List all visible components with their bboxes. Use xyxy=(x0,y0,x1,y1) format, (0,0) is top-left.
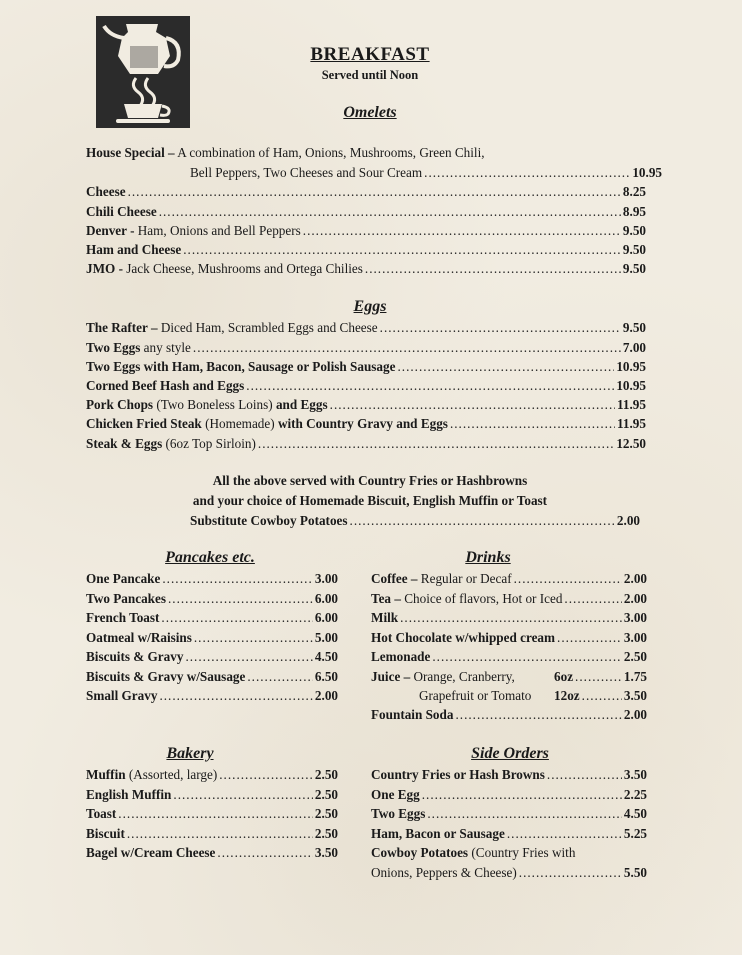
menu-item xyxy=(554,686,647,705)
leader-dots xyxy=(247,667,313,686)
item-price: 8.95 xyxy=(622,204,646,219)
coffee-pot-cup-icon xyxy=(96,16,190,128)
item-price: 3.00 xyxy=(623,610,647,625)
item-name: French Toast xyxy=(86,610,160,625)
item-desc: Jack Cheese, Mushrooms and Ortega Chilies xyxy=(123,261,363,276)
item-price: 2.00 xyxy=(623,591,647,606)
eggs-note-line2: and your choice of Homemade Biscuit, English Muffin or Toast xyxy=(192,493,548,508)
menu-item xyxy=(86,785,338,804)
menu-item xyxy=(86,765,338,784)
bakery-heading: Bakery xyxy=(166,745,214,762)
house-special-name: House Special – xyxy=(86,145,175,160)
item-price: 8.25 xyxy=(622,184,646,199)
item-price: 2.50 xyxy=(314,787,338,802)
item-name: Biscuit xyxy=(86,826,125,841)
item-name: Corned Beef Hash and Eggs xyxy=(86,378,245,393)
leader-dots xyxy=(450,414,615,433)
item-price: 3.50 xyxy=(623,688,647,703)
item-desc: (Homemade) xyxy=(201,416,278,431)
item-name: Small Gravy xyxy=(86,688,158,703)
item-price: 9.50 xyxy=(622,242,646,257)
item-name: Chicken Fried Steak xyxy=(86,416,202,431)
item-desc: Onions, Peppers & Cheese) xyxy=(371,865,517,880)
leader-dots xyxy=(455,705,621,724)
item-price: 4.50 xyxy=(314,649,338,664)
item-name: Substitute Cowboy Potatoes xyxy=(190,513,348,528)
item-name: Hot Chocolate w/whipped cream xyxy=(371,630,556,645)
leader-dots xyxy=(303,221,621,240)
item-name: Lemonade xyxy=(371,649,431,664)
menu-item xyxy=(554,667,647,686)
leader-dots xyxy=(422,785,622,804)
item-name: Ham, Bacon or Sausage xyxy=(371,826,505,841)
item-price: 10.95 xyxy=(616,378,646,393)
menu-item xyxy=(190,163,662,182)
menu-item xyxy=(86,804,338,823)
menu-item xyxy=(86,667,338,686)
item-name-2: with Country Gravy and Eggs xyxy=(277,416,448,431)
menu-item xyxy=(86,569,338,588)
item-name: English Muffin xyxy=(86,787,172,802)
item-size: 6oz xyxy=(554,669,574,684)
house-special-desc1: A combination of Ham, Onions, Mushrooms, Green Chili, xyxy=(174,145,485,160)
item-price: 3.50 xyxy=(623,767,647,782)
drinks-heading: Drinks xyxy=(465,549,511,566)
item-price: 2.00 xyxy=(616,513,640,528)
side-orders-heading: Side Orders xyxy=(471,745,549,762)
item-desc: Regular or Decaf xyxy=(417,571,512,586)
item-name: Two Pancakes xyxy=(86,591,166,606)
item-name: One Egg xyxy=(371,787,420,802)
leader-dots xyxy=(118,804,313,823)
item-price: 2.50 xyxy=(314,806,338,821)
menu-item xyxy=(371,589,647,608)
item-price: 2.25 xyxy=(623,787,647,802)
leader-dots xyxy=(350,511,615,530)
item-name: Denver - xyxy=(86,223,135,238)
leader-dots xyxy=(424,163,630,182)
leader-dots xyxy=(193,338,621,357)
leader-dots xyxy=(400,608,622,627)
menu-item xyxy=(86,434,646,453)
menu-item xyxy=(371,569,647,588)
item-desc: Ham, Onions and Bell Peppers xyxy=(134,223,301,238)
omelets-heading: Omelets xyxy=(343,104,397,121)
leader-dots xyxy=(380,318,621,337)
item-price: 11.95 xyxy=(617,416,646,431)
house-special-line1 xyxy=(86,143,485,162)
item-price: 2.00 xyxy=(314,688,338,703)
menu-item xyxy=(86,318,646,337)
item-price: 5.50 xyxy=(623,865,647,880)
item-desc: Diced Ham, Scrambled Eggs and Cheese xyxy=(157,320,378,335)
item-desc: any style xyxy=(140,340,191,355)
menu-item xyxy=(86,338,646,357)
item-price: 4.50 xyxy=(623,806,647,821)
menu-item xyxy=(190,511,640,530)
pancakes-heading: Pancakes etc. xyxy=(165,549,255,566)
item-desc: (Assorted, large) xyxy=(125,767,218,782)
item-price: 1.75 xyxy=(623,669,647,684)
item-price: 9.50 xyxy=(622,261,646,276)
leader-dots xyxy=(547,765,622,784)
item-price: 2.50 xyxy=(623,649,647,664)
menu-item xyxy=(86,589,338,608)
menu-item xyxy=(371,705,647,724)
leader-dots xyxy=(564,589,622,608)
house-special-desc2: Bell Peppers, Two Cheeses and Sour Cream xyxy=(190,165,423,180)
item-name: Cowboy Potatoes xyxy=(371,845,469,860)
leader-dots xyxy=(159,686,312,705)
item-name: Chili Cheese xyxy=(86,204,157,219)
item-price: 11.95 xyxy=(617,397,646,412)
leader-dots xyxy=(575,667,622,686)
leader-dots xyxy=(507,824,622,843)
item-price: 6.00 xyxy=(314,610,338,625)
item-price: 3.00 xyxy=(314,571,338,586)
menu-item xyxy=(86,240,646,259)
item-price: 6.00 xyxy=(314,591,338,606)
leader-dots xyxy=(161,608,313,627)
item-desc: Choice of flavors, Hot or Iced xyxy=(400,591,563,606)
item-name: The Rafter – xyxy=(86,320,158,335)
menu-item xyxy=(86,221,646,240)
menu-item xyxy=(86,414,646,433)
item-name: Toast xyxy=(86,806,117,821)
item-name: Fountain Soda xyxy=(371,707,454,722)
item-price: 2.50 xyxy=(314,826,338,841)
leader-dots xyxy=(194,628,313,647)
item-price: 9.50 xyxy=(622,223,646,238)
item-price: 10.95 xyxy=(632,165,662,180)
leader-dots xyxy=(514,569,622,588)
menu-item xyxy=(86,686,338,705)
item-name: Pork Chops xyxy=(86,397,154,412)
menu-item xyxy=(86,824,338,843)
eggs-heading: Eggs xyxy=(353,298,387,315)
menu-item xyxy=(371,785,647,804)
menu-item xyxy=(371,863,647,882)
leader-dots xyxy=(397,357,614,376)
item-desc: (6oz Top Sirloin) xyxy=(162,436,256,451)
item-desc: (Two Boneless Loins) xyxy=(153,397,276,412)
menu-item xyxy=(371,765,647,784)
item-price: 9.50 xyxy=(622,320,646,335)
leader-dots xyxy=(246,376,614,395)
item-name: Coffee – xyxy=(371,571,418,586)
leader-dots xyxy=(258,434,614,453)
item-name: Country Fries or Hash Browns xyxy=(371,767,545,782)
item-name: Biscuits & Gravy xyxy=(86,649,184,664)
item-price: 3.00 xyxy=(623,630,647,645)
leader-dots xyxy=(162,569,313,588)
item-name: Cheese xyxy=(86,184,126,199)
leader-dots xyxy=(427,804,622,823)
item-name: Steak & Eggs xyxy=(86,436,163,451)
menu-title: BREAKFAST xyxy=(310,44,430,65)
item-price: 2.50 xyxy=(314,767,338,782)
item-price: 6.50 xyxy=(314,669,338,684)
leader-dots xyxy=(330,395,615,414)
item-size: 12oz xyxy=(554,688,580,703)
menu-item xyxy=(86,608,338,627)
cowboy-potatoes-line1 xyxy=(371,843,575,862)
item-name: One Pancake xyxy=(86,571,161,586)
leader-dots xyxy=(168,589,313,608)
menu-item xyxy=(86,259,646,278)
menu-item xyxy=(86,357,646,376)
leader-dots xyxy=(519,863,622,882)
leader-dots xyxy=(365,259,621,278)
leader-dots xyxy=(127,824,313,843)
item-name: Two Eggs xyxy=(371,806,426,821)
item-name: Two Eggs xyxy=(86,340,141,355)
item-desc: Orange, Cranberry, xyxy=(410,669,515,684)
item-price: 2.00 xyxy=(623,707,647,722)
leader-dots xyxy=(557,628,622,647)
leader-dots xyxy=(185,647,312,666)
item-name-2: and Eggs xyxy=(275,397,328,412)
item-name: Two Eggs with Ham, Bacon, Sausage or Polish Sausage xyxy=(86,359,396,374)
item-name: Muffin xyxy=(86,767,126,782)
juice-line1-text xyxy=(371,667,515,686)
menu-item xyxy=(371,628,647,647)
leader-dots xyxy=(173,785,313,804)
menu-item xyxy=(86,843,338,862)
menu-item xyxy=(86,647,338,666)
menu-subtitle: Served until Noon xyxy=(321,68,419,82)
menu-item xyxy=(86,628,338,647)
leader-dots xyxy=(219,765,313,784)
menu-item xyxy=(371,647,647,666)
item-price: 5.25 xyxy=(623,826,647,841)
item-name: Juice – xyxy=(371,669,411,684)
item-name: Ham and Cheese xyxy=(86,242,182,257)
item-name: Tea – xyxy=(371,591,401,606)
leader-dots xyxy=(432,647,622,666)
leader-dots xyxy=(217,843,313,862)
leader-dots xyxy=(128,182,621,201)
item-price: 12.50 xyxy=(616,436,646,451)
leader-dots xyxy=(582,686,622,705)
item-price: 10.95 xyxy=(616,359,646,374)
item-price: 3.50 xyxy=(314,845,338,860)
menu-item xyxy=(86,202,646,221)
item-price: 2.00 xyxy=(623,571,647,586)
leader-dots xyxy=(159,202,621,221)
item-name: JMO - xyxy=(86,261,123,276)
menu-item xyxy=(371,824,647,843)
item-name: Oatmeal w/Raisins xyxy=(86,630,192,645)
leader-dots xyxy=(183,240,621,259)
menu-item xyxy=(86,376,646,395)
item-name: Milk xyxy=(371,610,399,625)
item-desc: Grapefruit or Tomato xyxy=(419,688,532,703)
item-name: Bagel w/Cream Cheese xyxy=(86,845,216,860)
menu-item xyxy=(371,608,647,627)
item-name: Biscuits & Gravy w/Sausage xyxy=(86,669,246,684)
menu-item xyxy=(86,395,646,414)
item-desc: (Country Fries with xyxy=(468,845,576,860)
menu-item xyxy=(86,182,646,201)
eggs-note-line1: All the above served with Country Fries or Hashbrowns xyxy=(212,473,528,488)
item-price: 5.00 xyxy=(314,630,338,645)
menu-item xyxy=(371,804,647,823)
item-price: 7.00 xyxy=(622,340,646,355)
